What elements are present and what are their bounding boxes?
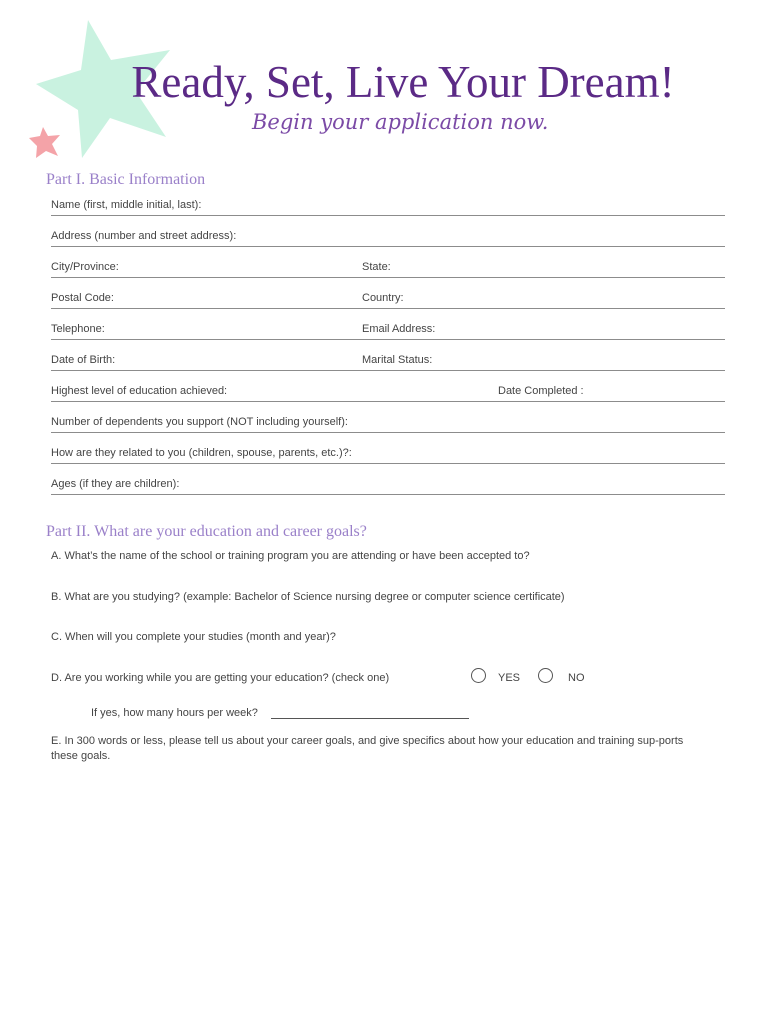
ages-label: Ages (if they are children): <box>51 478 180 490</box>
page-title: Ready, Set, Live Your Dream! <box>131 57 675 107</box>
postal-country-field[interactable] <box>51 292 725 309</box>
name-label: Name (first, middle initial, last): <box>51 199 202 211</box>
part1-heading: Part I. Basic Information <box>46 171 206 188</box>
part2-heading: Part II. What are your education and career goals? <box>46 523 367 540</box>
telephone-email-field[interactable] <box>51 323 725 340</box>
no-radio[interactable] <box>538 668 553 683</box>
city-label: City/Province: <box>51 261 119 273</box>
state-label: State: <box>362 261 391 273</box>
dob-label: Date of Birth: <box>51 354 116 366</box>
page-subtitle: Begin your application now. <box>252 110 549 134</box>
education-label: Highest level of education achieved: <box>51 385 228 397</box>
city-state-field[interactable] <box>51 261 725 278</box>
dob-marital-field[interactable] <box>51 354 725 371</box>
address-label: Address (number and street address): <box>51 230 237 242</box>
question-e: E. In 300 words or less, please tell us about your career goals, and give specifics about how your education and training sup-ports these goals. <box>51 735 684 762</box>
question-d: D. Are you working while you are getting your education? (check one) <box>51 672 390 684</box>
yes-radio[interactable] <box>471 668 486 683</box>
yes-label: YES <box>498 672 521 684</box>
address-field[interactable] <box>51 230 725 247</box>
question-c: C. When will you complete your studies (month and year)? <box>51 631 336 643</box>
postal-label: Postal Code: <box>51 292 114 304</box>
dependents-label: Number of dependents you support (NOT including yourself): <box>51 416 348 428</box>
hours-input-line[interactable] <box>271 718 469 719</box>
dependents-field[interactable] <box>51 416 725 433</box>
name-field[interactable] <box>51 199 725 216</box>
no-label: NO <box>568 672 585 684</box>
telephone-label: Telephone: <box>51 323 105 335</box>
country-label: Country: <box>362 292 404 304</box>
ages-field[interactable] <box>51 478 725 495</box>
question-a: A. What’s the name of the school or training program you are attending or have been accepted to? <box>51 550 530 562</box>
date-completed-label: Date Completed : <box>498 385 584 397</box>
email-label: Email Address: <box>362 323 436 335</box>
question-b: B. What are you studying? (example: Bachelor of Science nursing degree or computer science certificate) <box>51 591 565 603</box>
hours-label: If yes, how many hours per week? <box>91 707 258 719</box>
small-star-decoration <box>28 125 64 161</box>
marital-label: Marital Status: <box>362 354 433 366</box>
education-field[interactable] <box>51 385 725 402</box>
relationship-field[interactable] <box>51 447 725 464</box>
relationship-label: How are they related to you (children, spouse, parents, etc.)?: <box>51 447 352 459</box>
